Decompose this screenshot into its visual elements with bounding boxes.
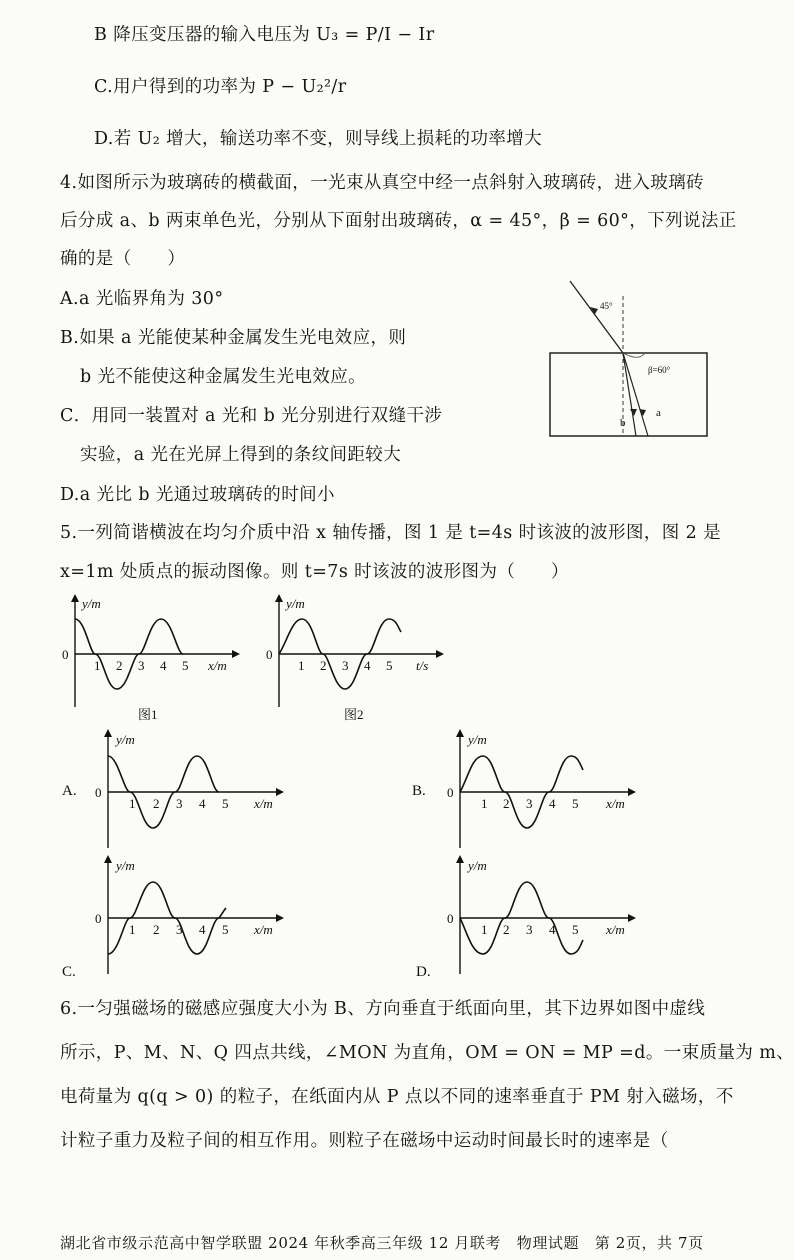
tick-1: 1: [481, 922, 488, 937]
origin-label: 0: [95, 785, 102, 800]
y-arrow: [104, 855, 112, 863]
q3-option-b: B 降压变压器的输入电压为 U₃ = P/I − Ir: [94, 25, 435, 45]
y-arrow: [456, 729, 464, 737]
q4-stem-line-2: 后分成 a、b 两束单色光，分别从下面射出玻璃砖，α = 45°，β = 60°，下列说法正: [60, 211, 737, 231]
x-arrow: [276, 914, 284, 922]
x-arrow: [436, 650, 444, 658]
beta-label: β=60°: [648, 365, 671, 375]
q4-option-c-line-2: 实验，a 光在光屏上得到的条纹间距较大: [80, 445, 402, 465]
x-label: t/s: [416, 658, 429, 673]
figure-1-waveform: [58, 592, 243, 727]
y-label: y/m: [82, 596, 101, 611]
origin-label: 0: [95, 911, 102, 926]
x-label: x/m: [208, 658, 227, 673]
tick-1: 1: [129, 796, 136, 811]
x-arrow: [628, 788, 636, 796]
q4-option-c-line-1: C．用同一装置对 a 光和 b 光分别进行双缝干涉: [60, 406, 443, 426]
option-label: D.: [416, 964, 431, 980]
arrow-head-a: [639, 409, 646, 416]
y-label: y/m: [468, 732, 487, 747]
y-arrow: [104, 729, 112, 737]
q4-option-b-line-1: B.如果 a 光能使某种金属发生光电效应，则: [60, 328, 407, 348]
tick-5: 5: [572, 922, 579, 937]
y-label: y/m: [116, 732, 135, 747]
figure-2-vibration: [262, 592, 447, 727]
tick-1: 1: [129, 922, 136, 937]
figure-caption: 图2: [344, 707, 364, 722]
tick-1: 1: [481, 796, 488, 811]
tick-3: 3: [138, 658, 145, 673]
option-c-graph: [58, 852, 298, 987]
tick-1: 1: [298, 658, 305, 673]
q4-option-d: D.a 光比 b 光通过玻璃砖的时间小: [60, 485, 335, 505]
option-a-graph: [58, 726, 298, 851]
q6-line-3: 电荷量为 q(q > 0) 的粒子，在纸面内从 P 点以不同的速率垂直于 PM 射入磁场，不: [60, 1087, 734, 1107]
glass-brick-figure: [540, 276, 720, 446]
x-arrow: [232, 650, 240, 658]
q6-line-1: 6.一匀强磁场的磁感应强度大小为 B、方向垂直于纸面向里，其下边界如图中虚线: [60, 999, 706, 1019]
q3-option-d: D.若 U₂ 增大，输送功率不变，则导线上损耗的功率增大: [94, 129, 543, 149]
q4-option-a: A.a 光临界角为 30°: [60, 289, 224, 309]
tick-4: 4: [549, 796, 556, 811]
glass-brick: [550, 353, 707, 436]
page-footer: 湖北省市级示范高中智学联盟 2024 年秋季高三年级 12 月联考 物理试题 第 2页，共 7页: [60, 1234, 704, 1252]
y-label: y/m: [286, 596, 305, 611]
tick-1: 1: [94, 658, 101, 673]
tick-4: 4: [199, 922, 206, 937]
tick-5: 5: [572, 796, 579, 811]
q4-stem-line-1: 4.如图所示为玻璃砖的横截面，一光束从真空中经一点斜射入玻璃砖，进入玻璃砖: [60, 173, 704, 193]
y-label: y/m: [468, 858, 487, 873]
tick-3: 3: [342, 658, 349, 673]
ray-a-label: a: [656, 407, 661, 419]
tick-4: 4: [364, 658, 371, 673]
tick-2: 2: [503, 922, 510, 937]
tick-5: 5: [386, 658, 393, 673]
tick-2: 2: [320, 658, 327, 673]
option-label: A.: [62, 783, 77, 799]
option-label: B.: [412, 783, 426, 799]
origin-label: 0: [447, 911, 454, 926]
y-arrow: [456, 855, 464, 863]
origin-label: 0: [62, 647, 69, 662]
origin-label: 0: [266, 647, 273, 662]
q5-stem-line-2: x=1m 处质点的振动图像。则 t=7s 时该波的波形图为（ ）: [60, 562, 569, 582]
tick-3: 3: [176, 796, 183, 811]
q3-option-c: C.用户得到的功率为 P − U₂²/r: [94, 77, 347, 97]
x-label: x/m: [254, 796, 273, 811]
x-arrow: [628, 914, 636, 922]
option-d-graph: [410, 852, 650, 987]
tick-2: 2: [503, 796, 510, 811]
y-arrow: [275, 594, 283, 602]
x-label: x/m: [254, 922, 273, 937]
tick-2: 2: [153, 796, 160, 811]
q4-stem-line-3: 确的是（ ）: [60, 249, 186, 269]
y-arrow: [71, 594, 79, 602]
option-label: C.: [62, 964, 76, 980]
tick-5: 5: [222, 922, 229, 937]
tick-3: 3: [176, 922, 183, 937]
tick-4: 4: [160, 658, 167, 673]
tick-5: 5: [222, 796, 229, 811]
q6-line-2: 所示，P、M、N、Q 四点共线，∠MON 为直角，OM = ON = MP =d。一束质量为 m、: [60, 1043, 794, 1063]
figure-caption: 图1: [138, 707, 158, 722]
q4-option-b-line-2: b 光不能使这种金属发生光电效应。: [80, 367, 367, 387]
tick-4: 4: [549, 922, 556, 937]
option-b-graph: [410, 726, 650, 851]
tick-3: 3: [526, 922, 533, 937]
ray-a-path: [623, 353, 648, 436]
tick-5: 5: [182, 658, 189, 673]
origin-label: 0: [447, 785, 454, 800]
ray-b-label: b: [620, 417, 626, 429]
q6-line-4: 计粒子重力及粒子间的相互作用。则粒子在磁场中运动时间最长时的速率是（: [60, 1131, 669, 1151]
tick-2: 2: [153, 922, 160, 937]
tick-3: 3: [526, 796, 533, 811]
alpha-label: 45°: [600, 301, 613, 311]
tick-4: 4: [199, 796, 206, 811]
x-label: x/m: [606, 922, 625, 937]
q5-stem-line-1: 5.一列简谐横波在均匀介质中沿 x 轴传播，图 1 是 t=4s 时该波的波形图，图 2 是: [60, 523, 722, 543]
incident-ray: [570, 281, 623, 353]
x-arrow: [276, 788, 284, 796]
arrow-head-b: [630, 409, 637, 416]
tick-2: 2: [116, 658, 123, 673]
y-label: y/m: [116, 858, 135, 873]
x-label: x/m: [606, 796, 625, 811]
